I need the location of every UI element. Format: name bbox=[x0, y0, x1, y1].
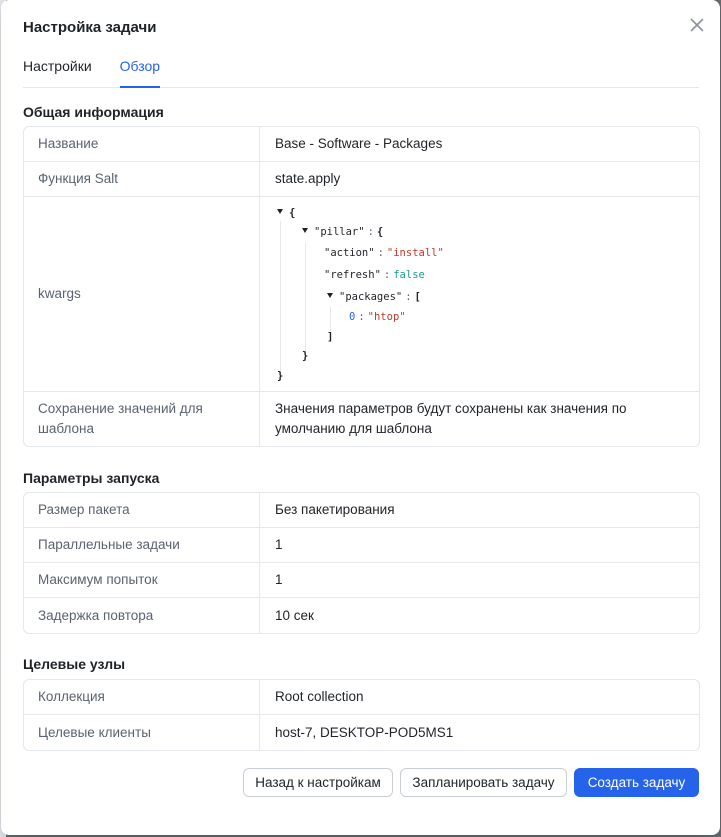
table-row bbox=[24, 528, 699, 563]
table-row bbox=[24, 127, 699, 162]
schedule-task-button[interactable]: Запланировать задачу bbox=[400, 768, 567, 797]
json-action-line bbox=[324, 246, 444, 260]
row-value: Без пакетирования bbox=[275, 502, 395, 517]
row-value: state.apply bbox=[275, 171, 341, 186]
row-label: Функция Salt bbox=[24, 162, 260, 196]
json-string-value: "install" bbox=[386, 247, 444, 259]
json-colon: : bbox=[358, 311, 365, 323]
json-array-item-line bbox=[349, 310, 406, 324]
json-colon: : bbox=[383, 269, 391, 281]
json-pillar-line bbox=[302, 225, 383, 239]
json-array-index: 0 bbox=[349, 311, 356, 323]
row-value: 1 bbox=[275, 537, 283, 552]
table-row bbox=[24, 392, 699, 446]
json-colon: : bbox=[377, 247, 384, 259]
json-close-brace-line bbox=[302, 349, 308, 363]
row-label: Размер пакета bbox=[24, 493, 260, 527]
collapse-triangle-icon[interactable] bbox=[302, 228, 308, 233]
row-value: Значения параметров будут сохранены как значения по умолчанию для шаблона bbox=[275, 401, 627, 436]
section-title-launch: Параметры запуска bbox=[23, 470, 160, 486]
json-close-bracket-line bbox=[327, 330, 333, 344]
create-task-button[interactable]: Создать задачу bbox=[574, 768, 699, 797]
row-label: Максимум попыток bbox=[24, 563, 260, 597]
json-indent-guide bbox=[305, 242, 306, 352]
json-brace: { bbox=[376, 226, 384, 238]
row-label: Задержка повтора bbox=[24, 598, 260, 633]
row-value: Root collection bbox=[275, 689, 364, 704]
json-key: "action" bbox=[324, 247, 375, 259]
table-row bbox=[24, 162, 699, 197]
general-info-table bbox=[23, 126, 700, 447]
json-root-line bbox=[277, 206, 295, 220]
collapse-triangle-icon[interactable] bbox=[277, 209, 283, 214]
kwargs-json-viewer bbox=[260, 197, 699, 391]
task-settings-dialog bbox=[1, 0, 720, 835]
row-value: 1 bbox=[275, 572, 283, 587]
table-row bbox=[24, 715, 699, 750]
launch-params-table bbox=[23, 492, 700, 634]
dialog-title: Настройка задачи bbox=[23, 19, 157, 36]
row-value: host-7, DESKTOP-POD5MS1 bbox=[275, 724, 454, 740]
table-row bbox=[24, 598, 699, 633]
collapse-triangle-icon[interactable] bbox=[327, 293, 333, 298]
json-close-root-line bbox=[277, 369, 283, 383]
json-packages-line bbox=[327, 290, 421, 304]
row-label: Целевые клиенты bbox=[24, 715, 260, 750]
table-row bbox=[24, 493, 699, 528]
row-value: 10 сек bbox=[275, 607, 314, 623]
json-key: "refresh" bbox=[324, 269, 381, 281]
tab-bar bbox=[23, 50, 699, 88]
json-key: "pillar" bbox=[314, 226, 365, 238]
target-nodes-table bbox=[23, 679, 700, 751]
json-tree bbox=[260, 197, 699, 391]
json-indent-guide bbox=[330, 307, 331, 331]
section-title-general: Общая информация bbox=[23, 104, 164, 120]
tab-overview[interactable]: Обзор bbox=[120, 50, 160, 88]
json-brace: } bbox=[277, 370, 284, 382]
json-brace: } bbox=[302, 350, 309, 362]
json-bracket: ] bbox=[327, 331, 334, 343]
table-row bbox=[24, 197, 699, 392]
json-refresh-line bbox=[324, 268, 425, 282]
row-label: Название bbox=[24, 127, 260, 161]
row-value: Base - Software - Packages bbox=[275, 136, 443, 151]
json-colon: : bbox=[367, 226, 374, 238]
section-title-targets: Целевые узлы bbox=[23, 656, 126, 672]
json-colon: : bbox=[405, 291, 412, 303]
json-indent-guide bbox=[280, 221, 281, 373]
table-row bbox=[24, 680, 699, 715]
json-brace: { bbox=[289, 207, 296, 219]
json-string-value: "htop" bbox=[367, 311, 406, 323]
json-key: "packages" bbox=[339, 291, 403, 303]
json-boolean-value: false bbox=[393, 269, 425, 281]
json-bracket: [ bbox=[414, 291, 421, 303]
row-label: kwargs bbox=[24, 197, 260, 391]
row-label: Сохранение значений для шаблона bbox=[24, 392, 260, 446]
tab-settings[interactable]: Настройки bbox=[23, 58, 92, 74]
back-to-settings-button[interactable]: Назад к настройкам bbox=[243, 768, 393, 797]
table-row bbox=[24, 563, 699, 598]
row-label: Коллекция bbox=[24, 680, 260, 714]
row-label: Параллельные задачи bbox=[24, 528, 260, 562]
close-button[interactable] bbox=[686, 14, 708, 36]
close-icon bbox=[690, 18, 704, 32]
